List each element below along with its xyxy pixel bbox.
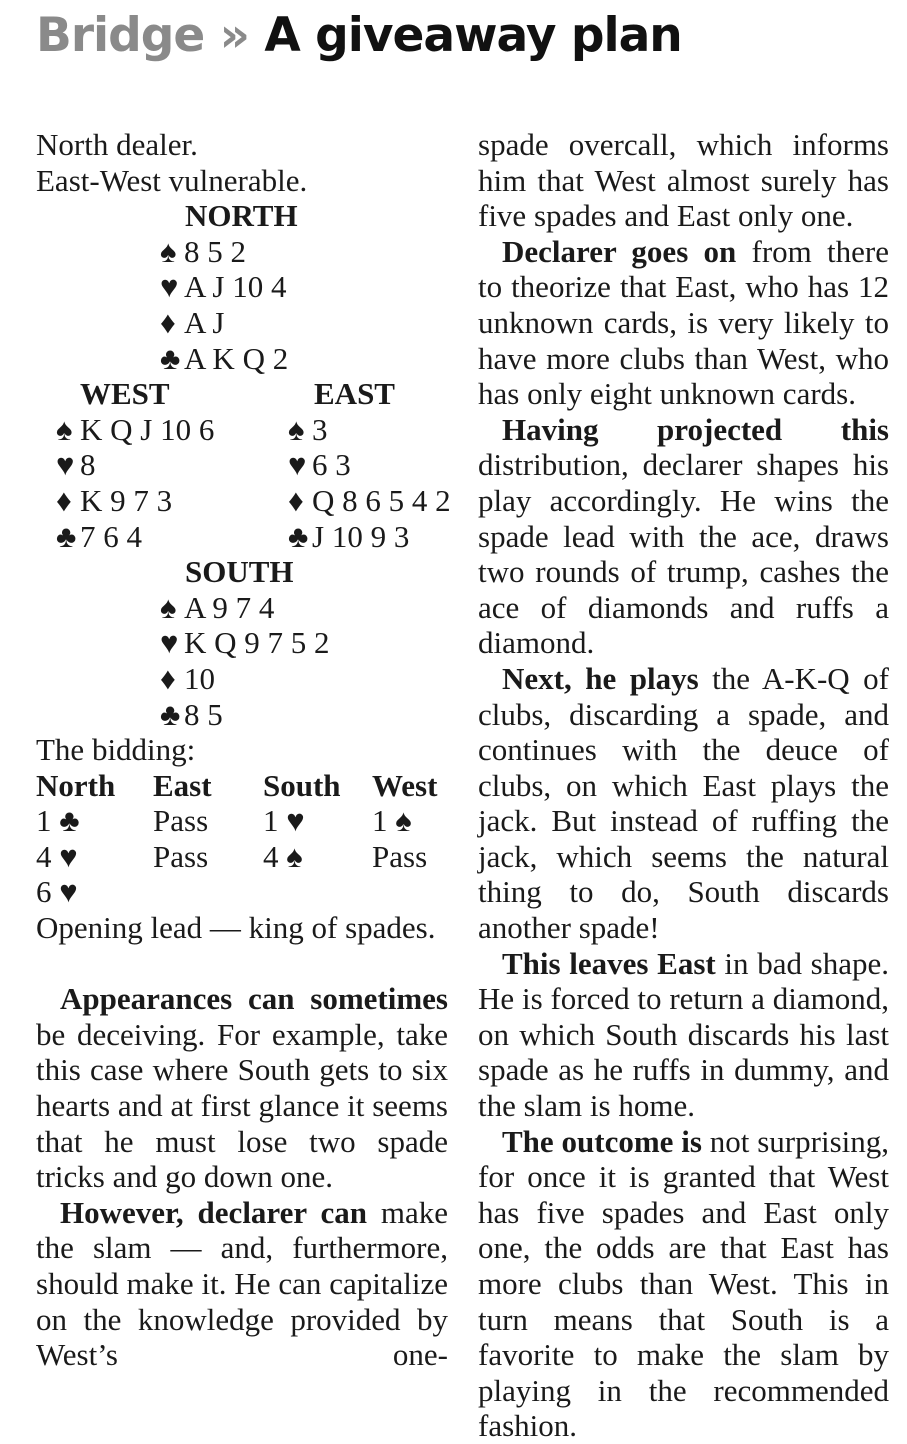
article-right [478,127,889,1444]
headline-separator: » [219,8,250,63]
bidding-col-east: East [153,767,212,803]
south-clubs: ♣ 8 5 [160,696,223,732]
north-clubs: ♣ A K Q 2 [160,340,289,376]
west-clubs: 7 6 4 [80,518,142,554]
north-hearts: ♥ A J 10 4 [160,269,287,305]
north-label: NORTH [185,198,298,234]
diamond-icon: ♦ [160,304,176,340]
east-hearts: 6 3 [312,447,351,483]
article-paragraph: Appearances can sometimes be deceiving. For example, take this case where South gets to six hearts and at first glance it seems that he must lose two spade tricks and go down one. [36,981,448,1195]
bidding-row: 4 ♥ Pass 4 ♠ Pass [36,838,428,874]
heart-icon: ♥ [160,625,179,661]
north-spades: ♠ 8 5 2 [160,233,246,269]
club-icon: ♣ [288,518,309,554]
south-hand-label-row [36,554,448,590]
dealer-line: North dealer. [36,127,198,162]
left-column [36,127,451,1373]
south-diamonds: ♦ 10 [160,660,215,696]
article-paragraph: Having projected this distribution, declarer shapes his play accordingly. He wins the spade lead with the ace, draws two rounds of trump, cashes the ace of diamonds and ruffs a diamond. [478,411,889,661]
article-paragraph: Declarer goes on from there to theorize that East, who has 12 unknown cards, is very likely to have more clubs than West, who has only eight unknown cards. [478,233,889,412]
bidding-col-west: West [372,767,438,803]
club-icon: ♣ [160,696,181,732]
club-icon: ♣ [56,518,77,554]
article-paragraph: The outcome is not surprising, for once it is granted that West has five spades and East only one, the odds are that East has more clubs than West. This in turn means that South is a favorite to make the slam by playing in the recommended fashion. [478,1123,889,1444]
diamond-icon: ♦ [288,482,304,518]
spade-icon: ♠ [160,589,177,625]
west-east-label-row [36,376,448,412]
west-diamonds: K 9 7 3 [80,482,173,518]
vulnerability-line: East-West vulnerable. [36,162,308,198]
heart-icon: ♥ [160,269,179,305]
diamond-icon: ♦ [56,482,72,518]
west-east-diamonds [36,482,451,519]
bidding-heading: The bidding: [36,732,196,768]
spade-icon: ♠ [288,411,305,447]
west-east-hearts [36,447,448,483]
west-label: WEST [80,376,170,412]
bidding-row: 1 ♣ Pass 1 ♥ 1 ♠ [36,803,412,839]
west-east-clubs [36,519,448,555]
club-icon: ♣ [160,340,181,376]
north-diamonds: ♦ A J [160,304,225,340]
bidding-row: 6 ♥ [36,874,78,910]
south-spades: ♠ A 9 7 4 [160,589,275,625]
right-column [478,127,889,1444]
south-hearts: ♥ K Q 9 7 5 2 [160,625,330,661]
west-east-spades [36,412,448,448]
heart-icon: ♥ [56,447,75,483]
heart-icon: ♥ [288,447,307,483]
bidding-col-south: South [263,767,341,803]
opening-lead: Opening lead — king of spades. [36,910,436,946]
east-label: EAST [314,376,395,412]
article-paragraph: This leaves East in bad shape. He is forced to return a diamond, on which South discards his last spade as he ruffs in dummy, and the slam is home. [478,945,889,1124]
bidding-col-north: North [36,767,116,803]
article-paragraph-continued: spade overcall, which informs him that West almost surely has five spades and East only one. [478,127,889,234]
diamond-icon: ♦ [160,660,176,696]
article-paragraph: Next, he plays the A-K-Q of clubs, discarding a spade, and continues with the deuce of clubs, on which East plays the jack. But instead of ruffing the jack, which seems the natural thing to do, South discards another spade! [478,660,890,946]
west-hearts: 8 [80,447,96,483]
bidding-header-row [36,768,448,804]
article-left [36,981,448,1373]
east-diamonds: Q 8 6 5 4 2 [312,482,451,518]
article-paragraph-start: However, declarer can make the slam — and, furthermore, should make it. He can capitalize on the knowledge provided by West’s one- [36,1194,448,1373]
section-name: Bridge [36,8,205,63]
spade-icon: ♠ [160,233,177,269]
west-spades: K Q J 10 6 [80,411,215,447]
headline [36,8,682,63]
north-hand-label-row [36,198,448,234]
east-spades: 3 [312,411,328,447]
south-label: SOUTH [185,554,294,590]
east-clubs: J 10 9 3 [312,518,410,554]
spade-icon: ♠ [56,411,73,447]
article-title: A giveaway plan [264,8,682,63]
